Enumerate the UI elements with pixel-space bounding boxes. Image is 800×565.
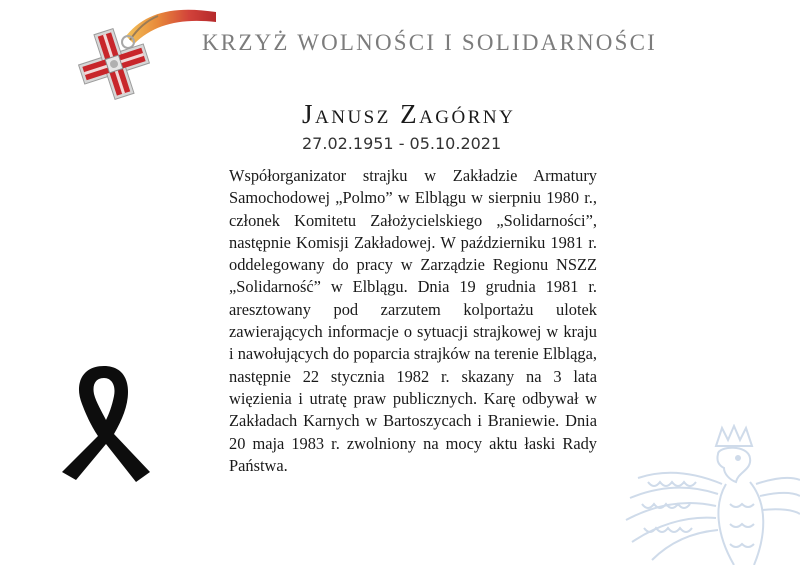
biography-text: Współorganizator strajku w Zakładzie Armatury Samochodowej „Polmo” w Elblągu w sierpniu 1980 r., członek Komitetu Założycielskiego „Solidarności”, następnie Komisji Zakładowej. W październiku 1981 r. oddelegowany do pracy w Zarządzie Regionu NSZZ „Solidarność” w Elblągu. Dnia 19 grudnia 1981 r. aresztowany pod zarzutem kolportażu ulotek zawierających informacje o sytuacji strajkowej w kraju i nawołujących do poparcia strajków na terenie Elbląga, następnie 22 stycznia 1982 r. skazany na 3 lata więzienia i utratę praw publicznych. Karę odbywał w Zakładach Karnych w Bartoszycach i Braniewie. Dnia 20 maja 1983 r. zwolniony na mocy aktu łaski Rady Państwa. xyxy=(229,166,597,475)
award-title: KRZYŻ WOLNOŚCI I SOLIDARNOŚCI xyxy=(202,30,658,55)
medal-cross-icon xyxy=(66,6,226,106)
eagle-watermark-icon xyxy=(618,424,800,565)
mourning-ribbon-icon xyxy=(52,362,154,484)
person-name: Janusz Zagórny xyxy=(302,99,516,129)
life-dates: 27.02.1951 - 05.10.2021 xyxy=(302,134,502,153)
